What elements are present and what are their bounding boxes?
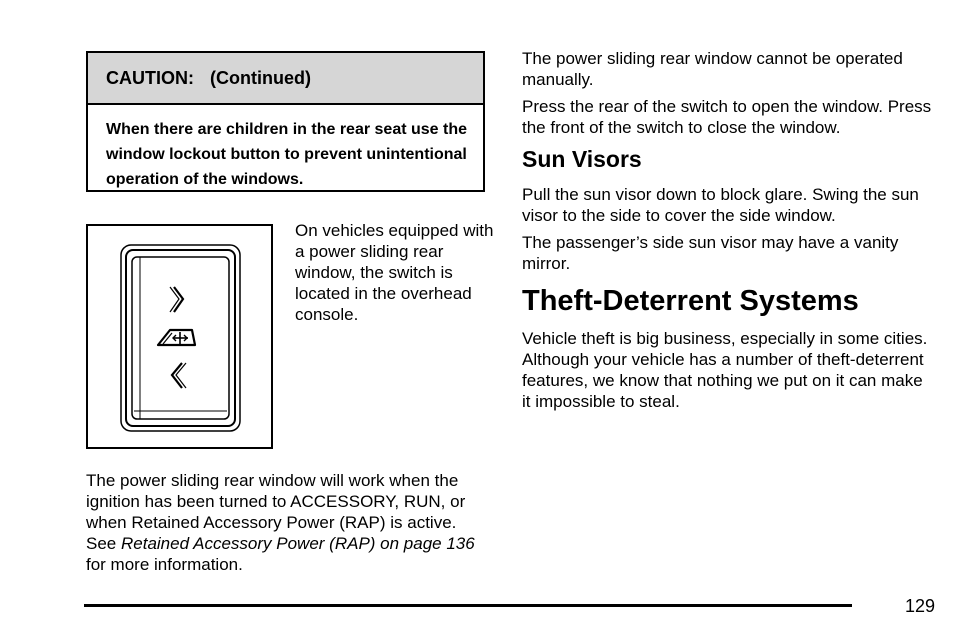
theft-deterrent-heading: Theft-Deterrent Systems: [522, 285, 859, 317]
caution-text: When there are children in the rear seat use the window lockout button to prevent unintentional operation of the windows.: [106, 121, 467, 188]
switch-location-caption: On vehicles equipped with a power sliding rear window, the switch is located in the overhead console.: [295, 221, 494, 324]
footer-rule: [84, 604, 852, 607]
switch-instructions-paragraph: Press the rear of the switch to open the window. Press the front of the switch to close the window.: [522, 97, 932, 137]
theft-paragraph: Vehicle theft is big business, especially in some cities. Although your vehicle has a number of theft-deterrent features, we know that nothing we put on it can make it impossible to steal.: [522, 329, 928, 411]
rap-page-reference: Retained Accessory Power (RAP) on page 136: [120, 534, 475, 553]
caution-label: CAUTION:: [106, 68, 194, 88]
caution-box: [86, 51, 485, 192]
switch-illustration: [86, 224, 273, 449]
sun-visor-paragraph: Pull the sun visor down to block glare. Swing the sun visor to the side to cover the side window.: [522, 185, 919, 225]
window-switch-icon: [88, 226, 271, 447]
rap-paragraph: [86, 470, 481, 575]
page-number: 129: [904, 596, 935, 616]
rap-text: The power sliding rear window will work when the ignition has been turned to ACCESSORY, RUN, or when Retained Accessory Power (RAP) is active. See: [86, 471, 466, 553]
vanity-mirror-paragraph: The passenger’s side sun visor may have a vanity mirror.: [522, 233, 899, 273]
caution-header: [88, 53, 483, 105]
sun-visors-heading: Sun Visors: [522, 146, 642, 172]
manual-operation-paragraph: The power sliding rear window cannot be operated manually.: [522, 49, 903, 89]
caution-continued: (Continued): [210, 68, 311, 88]
rap-text-end: for more information.: [86, 555, 243, 574]
